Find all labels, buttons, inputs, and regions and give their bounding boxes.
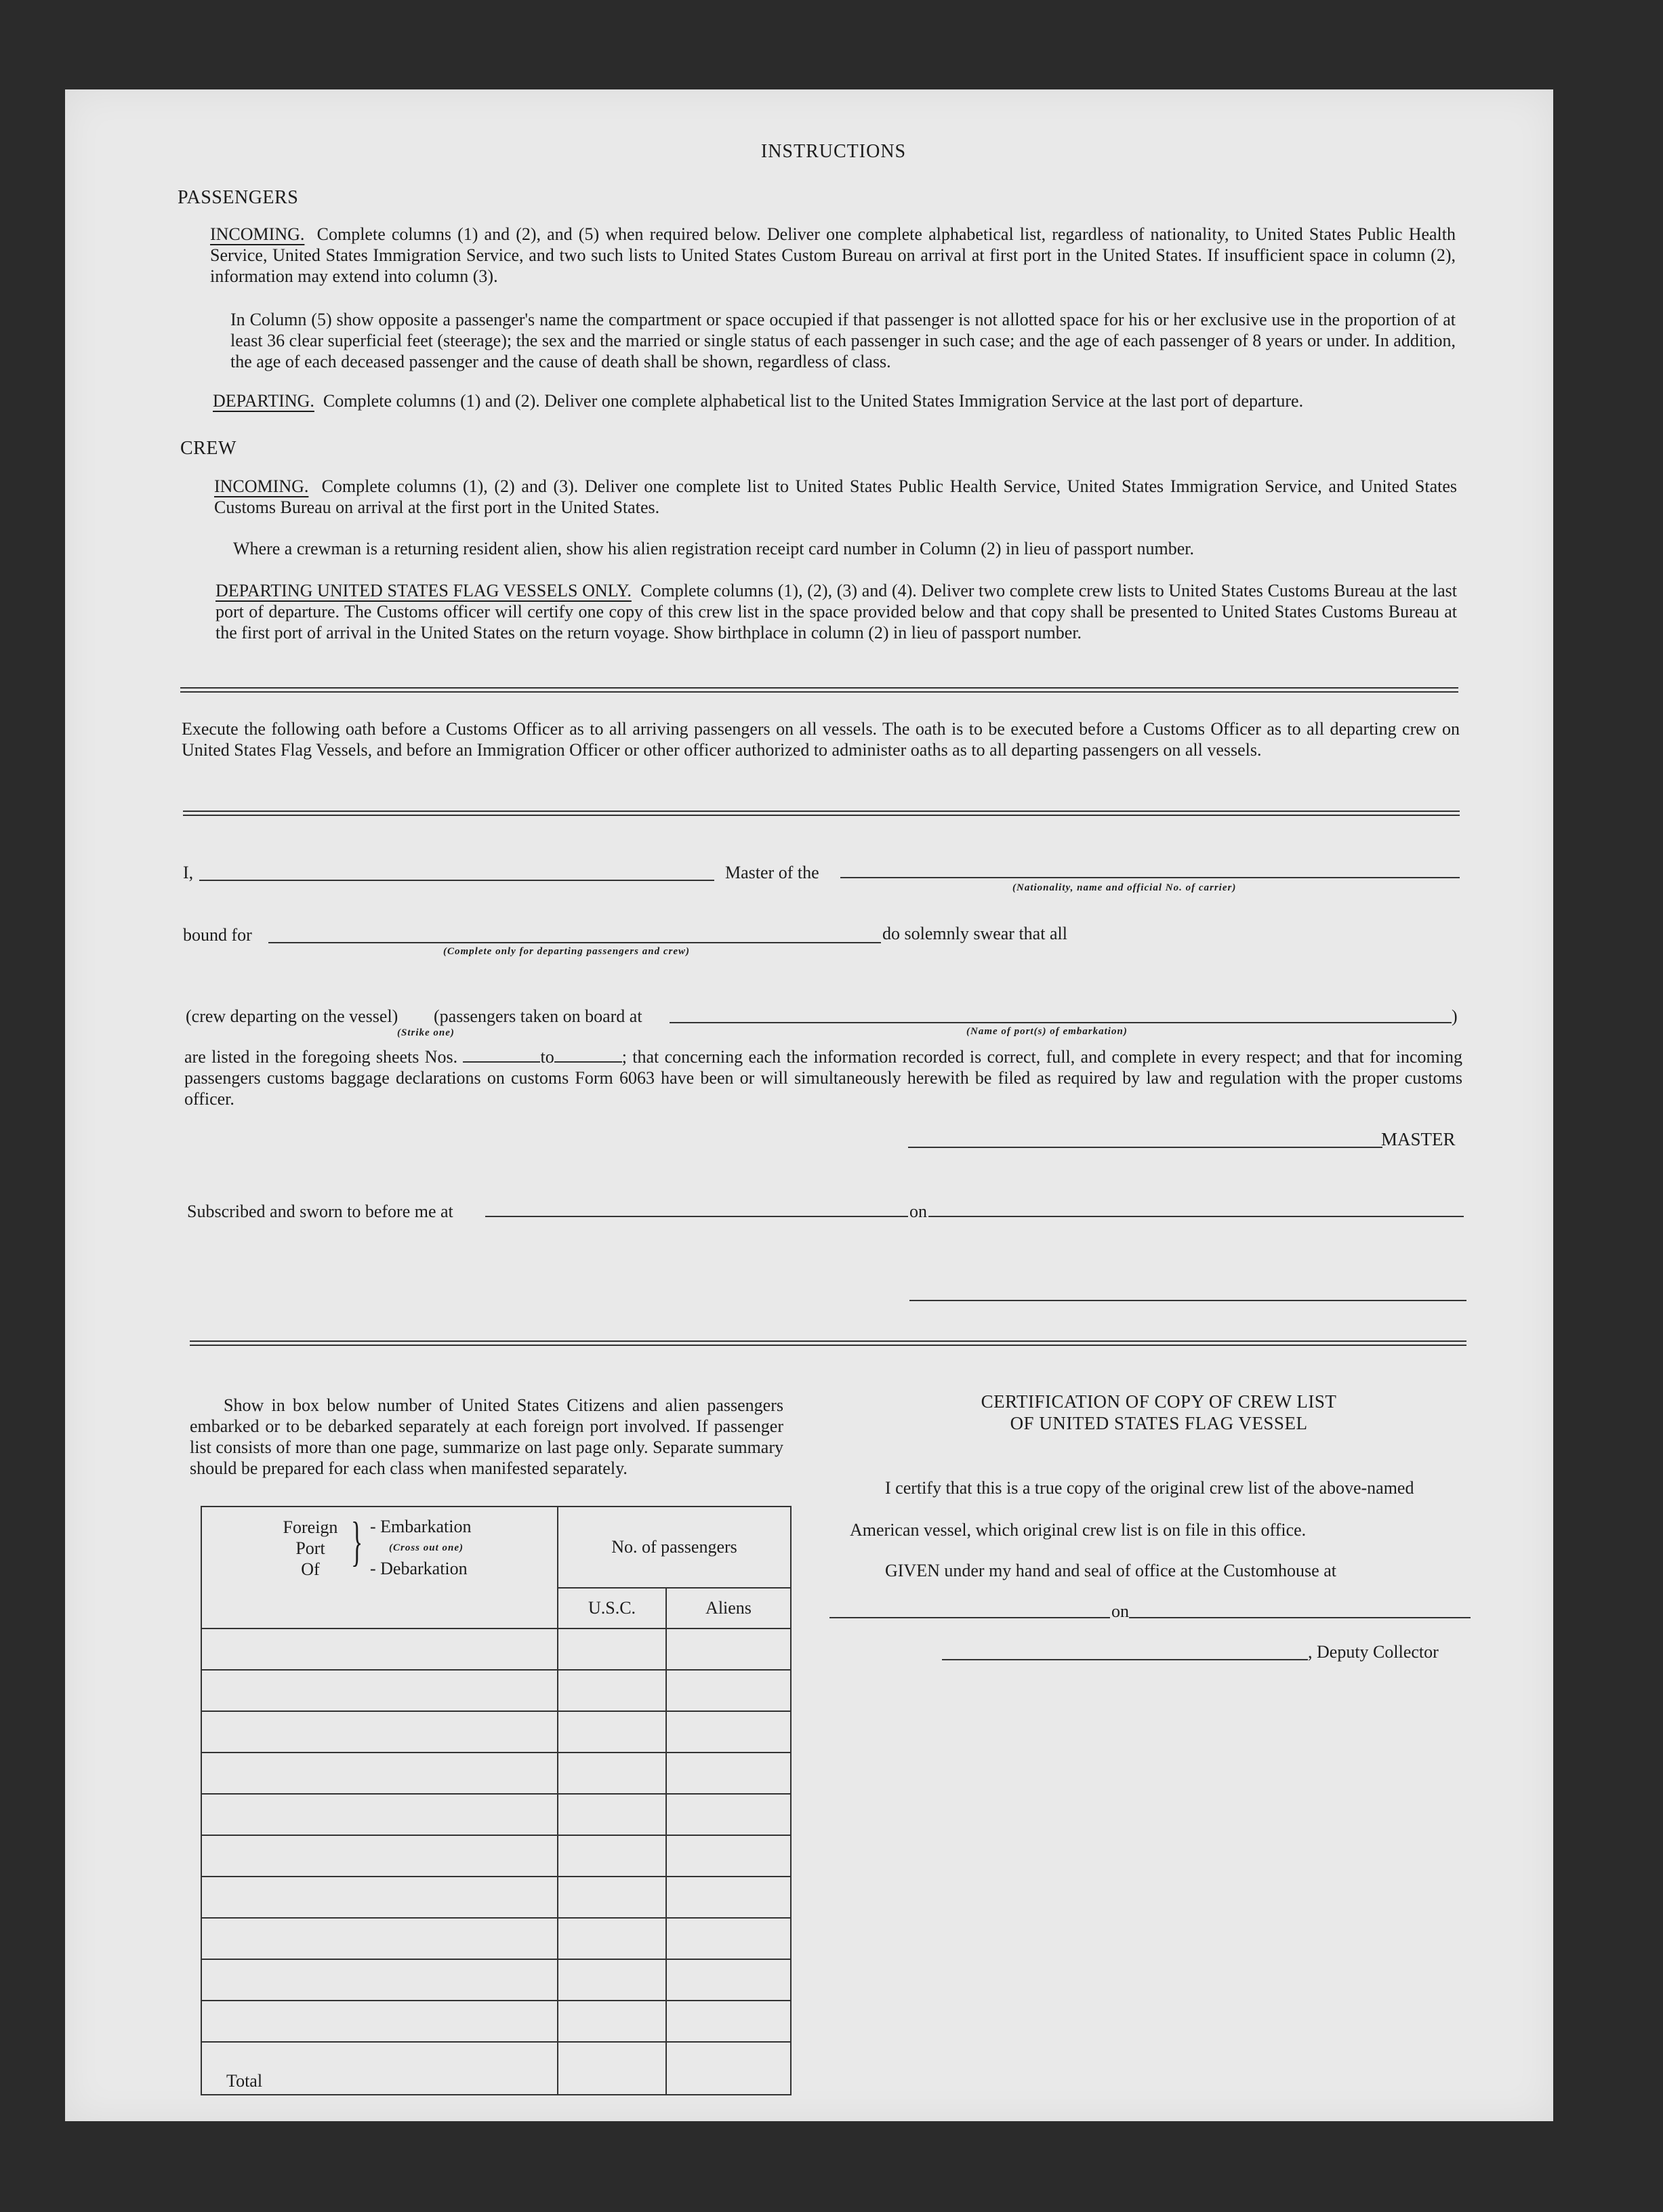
cross-out-caption: (Cross out one) [389, 1542, 464, 1553]
bound-for-label: bound for [183, 925, 252, 945]
certification-title-line2: OF UNITED STATES FLAG VESSEL [1010, 1413, 1308, 1433]
total-usc-cell[interactable] [558, 2042, 666, 2095]
crew-departing-label: DEPARTING UNITED STATES FLAG VESSELS ONLY. [215, 581, 632, 600]
port-cell[interactable] [201, 1959, 558, 2001]
master-signature-field[interactable] [908, 1147, 1382, 1148]
page-title: INSTRUCTIONS [760, 141, 907, 162]
master-of-the-label: Master of the [725, 863, 819, 882]
port-cell[interactable] [201, 1629, 558, 1670]
port-cell[interactable] [201, 1918, 558, 1959]
crew-incoming-paragraph [214, 476, 1457, 518]
bound-for-caption: (Complete only for departing passengers and crew) [443, 946, 690, 957]
aliens-cell[interactable] [666, 1711, 791, 1753]
carrier-caption: (Nationality, name and official No. of carrier) [1012, 882, 1237, 893]
aliens-cell[interactable] [666, 2001, 791, 2042]
divider-2 [183, 811, 1460, 816]
embarkation-port-field[interactable] [670, 1022, 1452, 1023]
deputy-collector-signature-field[interactable] [942, 1659, 1308, 1660]
certification-on-label: on [1111, 1601, 1129, 1621]
crew-heading: CREW [180, 438, 237, 459]
aliens-header: Aliens [666, 1588, 791, 1629]
total-aliens-cell[interactable] [666, 2042, 791, 2095]
divider-3 [190, 1340, 1466, 1346]
passengers-heading: PASSENGERS [178, 187, 299, 208]
swear-text: do solemnly swear that all [882, 924, 1067, 943]
aliens-cell[interactable] [666, 1670, 791, 1711]
sheet-from-field[interactable] [463, 1048, 540, 1063]
to-word: to [540, 1047, 554, 1067]
port-cell[interactable] [201, 1794, 558, 1835]
subscribed-place-field[interactable] [485, 1216, 908, 1217]
deputy-collector-label: , Deputy Collector [1308, 1642, 1439, 1662]
crew-departing-option[interactable]: (crew departing on the vessel) [186, 1006, 398, 1026]
usc-cell[interactable] [558, 1629, 666, 1670]
usc-cell[interactable] [558, 1877, 666, 1918]
crew-incoming-label: INCOMING. [214, 476, 309, 496]
passengers-departing-label: DEPARTING. [213, 391, 314, 411]
oath-listed-paragraph [184, 1046, 1462, 1109]
port-cell[interactable] [201, 1753, 558, 1794]
usc-cell[interactable] [558, 1959, 666, 2001]
port-cell[interactable] [201, 1877, 558, 1918]
brace-glyph: } [351, 1512, 363, 1572]
passengers-incoming-paragraph [210, 224, 1456, 287]
certification-date-field[interactable] [1129, 1617, 1471, 1618]
crew-resident-paragraph: Where a crewman is a returning resident alien, show his alien registration receipt card number in Column (2) in lieu of passport number. [233, 539, 1195, 558]
port-cell[interactable] [201, 1835, 558, 1877]
crew-departing-text: Complete columns (1), (2), (3) and (4). Deliver two complete crew lists to United States Customs Bureau at the last port of departure. The Customs officer will certify one copy of this crew list in the space provided below and that copy shall be presented to United States Customs Bureau at the first port of arrival in the United States on the return voyage. Show birthplace in column (2) in lieu of passport number. [215, 581, 1458, 642]
passengers-departing-text: Complete columns (1) and (2). Deliver one complete alphabetical list to the United States Immigration Service at the last port of departure. [323, 391, 1304, 411]
foreign-label: Foreign [283, 1517, 338, 1537]
port-cell[interactable] [201, 1670, 558, 1711]
no-passengers-header: No. of passengers [558, 1507, 791, 1588]
usc-cell[interactable] [558, 1794, 666, 1835]
usc-header: U.S.C. [558, 1588, 666, 1629]
strike-caption: (Strike one) [397, 1027, 455, 1038]
passengers-incoming-label: INCOMING. [210, 224, 305, 244]
aliens-cell[interactable] [666, 1835, 791, 1877]
certify-text: I certify that this is a true copy of the original crew list of the above-named [885, 1478, 1414, 1498]
american-vessel-text: American vessel, which original crew list is on file in this office. [850, 1520, 1307, 1540]
embarkation-label: - Embarkation [370, 1517, 472, 1536]
sheet-to-field[interactable] [554, 1048, 622, 1063]
carrier-field[interactable] [840, 877, 1460, 878]
passengers-column5-paragraph: In Column (5) show opposite a passenger's name the compartment or space occupied if that passenger is not allotted space for his or her exclusive use in the proportion of at least 36 clear superficial feet (steerage); the sex and the married or single status of each passenger in such case; and the age of each passenger of 8 years or under. In addition, the age of each deceased passenger and the cause of death shall be shown, regardless of class. [230, 310, 1456, 371]
usc-cell[interactable] [558, 1670, 666, 1711]
close-paren: ) [1452, 1006, 1458, 1026]
port-label: Port [295, 1538, 325, 1558]
total-label: Total [201, 2042, 558, 2095]
debarkation-label: - Debarkation [370, 1559, 468, 1578]
subscribed-label: Subscribed and sworn to before me at [187, 1202, 453, 1221]
crew-departing-paragraph [215, 580, 1457, 643]
foreign-port-header [201, 1507, 558, 1629]
passengers-incoming-text: Complete columns (1) and (2), and (5) when required below. Deliver one complete alphabetical list, regardless of nationality, to United States Public Health Service, United States Immigration Service, and two such lists to United States Custom Bureau on arrival at first port in the United States. If insufficient space in column (2), information may extend into column (3). [210, 224, 1456, 286]
passengers-departing-paragraph [213, 390, 1460, 411]
aliens-cell[interactable] [666, 1959, 791, 2001]
aliens-cell[interactable] [666, 1918, 791, 1959]
listed-prefix: are listed in the foregoing sheets Nos. [184, 1047, 458, 1067]
usc-cell[interactable] [558, 1918, 666, 1959]
aliens-cell[interactable] [666, 1877, 791, 1918]
subscribed-date-field[interactable] [928, 1216, 1464, 1217]
of-label: Of [301, 1559, 320, 1579]
listed-rest: ; that concerning each the information recorded is correct, full, and complete in every respect; and that for incoming passengers customs baggage declarations on customs Form 6063 have been or will simultaneously herewith be filed as required by law and regulation with the proper customs officer. [184, 1047, 1462, 1109]
embarkation-caption: (Name of port(s) of embarkation) [966, 1026, 1128, 1037]
aliens-cell[interactable] [666, 1753, 791, 1794]
master-label: MASTER [1381, 1129, 1456, 1149]
summary-instructions: Show in box below number of United States Citizens and alien passengers embarked or to be debarked separately at each foreign port involved. If passenger list consists of more than one page, summarize on last page only. Separate summary should be prepared for each class when manifested separately. [190, 1395, 783, 1478]
port-cell[interactable] [201, 2001, 558, 2042]
oath-i-label: I, [183, 863, 194, 882]
crew-incoming-text: Complete columns (1), (2) and (3). Deliver one complete list to United States Public Health Service, United States Immigration Service, and United States Customs Bureau on arrival at the first port in the United States. [214, 476, 1458, 517]
usc-cell[interactable] [558, 1753, 666, 1794]
port-cell[interactable] [201, 1711, 558, 1753]
passenger-summary-table [201, 1506, 792, 2095]
subscribed-on-label: on [909, 1202, 927, 1221]
aliens-cell[interactable] [666, 1629, 791, 1670]
certification-title [847, 1391, 1471, 1434]
divider-1 [180, 687, 1458, 693]
given-text: GIVEN under my hand and seal of office at the Customhouse at [885, 1561, 1336, 1580]
passengers-taken-option[interactable]: (passengers taken on board at [434, 1006, 642, 1026]
customhouse-place-field[interactable] [829, 1617, 1110, 1618]
officer-signature-field[interactable] [909, 1300, 1466, 1301]
usc-cell[interactable] [558, 2001, 666, 2042]
usc-cell[interactable] [558, 1835, 666, 1877]
aliens-cell[interactable] [666, 1794, 791, 1835]
certification-title-line1: CERTIFICATION OF COPY OF CREW LIST [981, 1391, 1337, 1412]
bound-for-field[interactable] [268, 942, 881, 943]
oath-instruction-paragraph: Execute the following oath before a Customs Officer as to all arriving passengers on all vessels. The oath is to be executed before a Customs Officer as to all departing crew on United States Flag Vessels, and before an Immigration Officer or other officer authorized to administer oaths as to all departing passengers on all vessels. [182, 719, 1460, 760]
usc-cell[interactable] [558, 1711, 666, 1753]
master-name-field[interactable] [199, 880, 714, 881]
